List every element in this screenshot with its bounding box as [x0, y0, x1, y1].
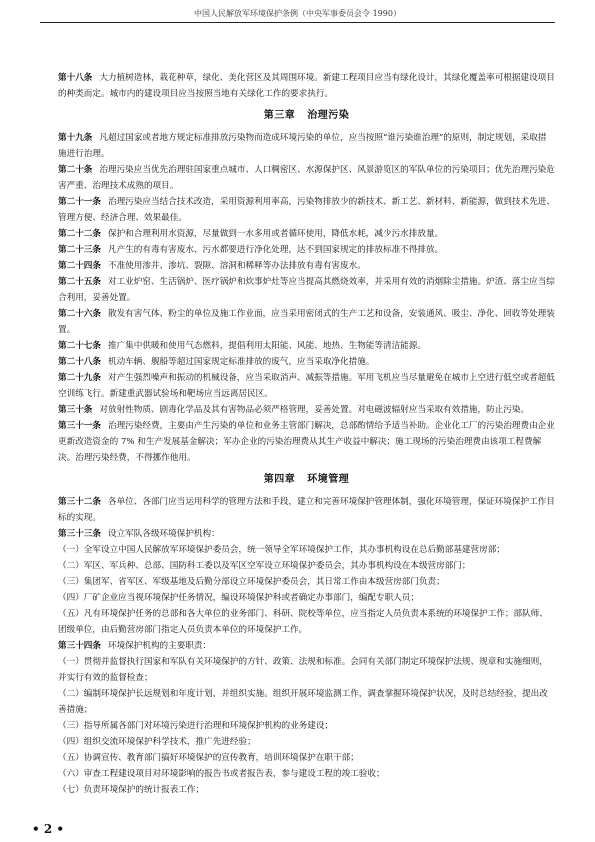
article-text: 保护和合理利用水资源，尽量做到一水多用或者循环使用，降低水耗，减少污水排放量。 — [107, 229, 444, 239]
article-number: 第十八条 — [58, 73, 93, 83]
chapter-title: 治理污染 — [307, 110, 350, 121]
document-body — [58, 70, 555, 798]
article-text: 对放射性物质、剧毒化学品及其有害物品必须严格管理，妥善处置。对电磁波辐射应当采取有效措施，防止污染。 — [99, 405, 530, 415]
article-paragraph — [58, 354, 555, 370]
article-number: 第二十三条 — [58, 245, 101, 255]
article-number: 第三十条 — [58, 405, 93, 415]
article-paragraph — [58, 194, 555, 226]
list-item: （四）组织交流环境保护科学技术，推广先进经验； — [58, 737, 256, 747]
article-number: 第二十条 — [58, 165, 93, 175]
article-text: 对工业炉窑、生活锅炉、医疗锅炉和炊事炉灶等应当提高其燃烧效率，并采用有效的消烟除尘措施。炉渣、落尘应当综合利用，妥善处置。 — [58, 277, 555, 303]
article-number: 第三十二条 — [58, 497, 101, 507]
article-text: 不准使用渗井、渗坑、裂隙、溶洞和稀释等办法排放有毒有害废水。 — [107, 261, 366, 271]
list-item: （六）审查工程建设项目对环境影响的报告书或者报告表，参与建设工程的竣工验收； — [58, 769, 385, 779]
article-number: 第十九条 — [58, 133, 93, 143]
article-text: 对产生强烈噪声和振动的机械设备，应当采取消声、减振等措施。军用飞机应当尽量避免在城市上空进行低空或者超低空训练飞行。新建重武器试验场和靶场应当远离居民区。 — [58, 373, 555, 399]
list-item: （三）指导所属各部门对环境污染进行治理和环境保护机构的业务建设； — [58, 721, 334, 731]
article-paragraph — [58, 638, 555, 654]
article-text: 推广集中供暖和使用气态燃料，提倡利用太阳能、风能、地热、生物能等清洁能源。 — [107, 341, 426, 351]
article-paragraph — [58, 258, 555, 274]
article-text: 凡超过国家或者地方规定标准排放污染物而造成环境污染的单位，应当按照“谁污染谁治理”的原则，制定规划，采取措施进行治理。 — [58, 133, 547, 159]
article-text: 治理污染应当结合技术改造，采用资源利用率高，污染物排放少的新技术、新工艺、新材料、新能源，做到技术先进、管理方便、经济合理、效果最佳。 — [58, 197, 555, 223]
header-title: 中国人民解放军环境保护条例（中央军事委员会令 1990） — [194, 9, 401, 18]
chapter-heading — [58, 472, 555, 488]
list-item: （四）厂矿企业应当视环境保护任务情况，编设环境保护科或者确定办事部门，编配专职人员； — [58, 593, 419, 603]
article-number: 第二十八条 — [58, 357, 101, 367]
article-number: 第二十五条 — [58, 277, 101, 287]
list-item: （二）编制环境保护长远规划和年度计划，并组织实施。组织开展环境监测工作，调查掌握环境保护状况，及时总结经验，提出改善措施； — [58, 689, 548, 715]
article-paragraph — [58, 494, 555, 526]
list-item: （二）军区、军兵种、总部、国防科工委以及军区空军设立环境保护委员会，其办事机构设在本级营房部门； — [58, 561, 471, 571]
article-paragraph — [58, 162, 555, 194]
list-item: （五）协调宣传、教育部门搞好环境保护的宣传教育，培训环境保护在职干部； — [58, 753, 359, 763]
article-paragraph — [58, 226, 555, 242]
article-text: 机动车辆、舰船等超过国家规定标准排放的废气，应当采取净化措施。 — [107, 357, 375, 367]
list-item: （一）全军设立中国人民解放军环境保护委员会，统一领导全军环境保护工作，其办事机构设在总后勤部基建营房部； — [58, 545, 505, 555]
article-paragraph — [58, 274, 555, 306]
article-number: 第三十三条 — [58, 529, 101, 539]
list-item: （三）集团军、省军区、军级基地及后勤分部设立环境保护委员会，其日常工作由本级营房部门负责； — [58, 577, 445, 587]
article-paragraph — [58, 402, 555, 418]
article-text: 散发有害气体、粉尘的单位及施工作业面，应当采用密闭式的生产工艺和设备，安装通风、吸尘、净化、回收等处理装置。 — [58, 309, 555, 335]
article-paragraph — [58, 70, 555, 102]
article-text: 大力植树造林，栽花种草，绿化、美化营区及其周围环境。新建工程项目应当有绿化设计，其绿化覆盖率可根据建设项目的种类而定。城市内的建设项目应当按照当地有关绿化工作的要求执行。 — [58, 73, 555, 99]
article-text: 治理污染应当优先治理驻国家重点城市、人口稠密区、水源保护区、风景游览区的军队单位的污染项目；优先治理污染危害严重、治理技术成熟的项目。 — [58, 165, 555, 191]
article-number: 第二十六条 — [58, 309, 101, 319]
page-header — [40, 8, 555, 23]
article-number: 第三十四条 — [58, 641, 101, 651]
article-paragraph — [58, 130, 555, 162]
chapter-number: 第三章 — [263, 110, 296, 121]
article-text: 凡产生的有毒有害废水、污水都要进行净化处理，达不到国家规定的排放标准不得排放。 — [107, 245, 444, 255]
chapter-title: 环境管理 — [307, 474, 350, 485]
article-paragraph — [58, 370, 555, 402]
article-number: 第二十二条 — [58, 229, 101, 239]
article-paragraph — [58, 306, 555, 338]
article-paragraph — [58, 338, 555, 354]
article-number: 第二十七条 — [58, 341, 101, 351]
page-number: • 2 • — [32, 822, 65, 836]
chapter-number: 第四章 — [263, 474, 296, 485]
article-text: 设立军队各级环境保护机构： — [107, 529, 220, 539]
article-paragraph — [58, 526, 555, 542]
article-paragraph — [58, 418, 555, 466]
list-item: （七）负责环境保护的统计报表工作； — [58, 785, 205, 795]
article-number: 第二十九条 — [58, 373, 101, 383]
article-text: 各单位、各部门应当运用科学的管理方法和手段，建立和完善环境保护管理体制，强化环境管理，保证环境保护工作目标的实现。 — [58, 497, 555, 523]
list-item: （一）贯彻并监督执行国家和军队有关环境保护的方针、政策、法规和标准。会同有关部门制定环境保护法规、规章和实施细则，并实行有效的监督检查； — [58, 657, 548, 683]
article-number: 第二十一条 — [58, 197, 101, 207]
article-paragraph — [58, 242, 555, 258]
article-text: 治理污染经费，主要由产生污染的单位和业务主管部门解决，总部酌情给予适当补助。企业化工厂的污染治理费由企业更新改造资金的 7% 和生产发展基金解决；军办企业的污染治理费从其生产收益中解决；施工现场的污染治理费由该项工程费解决。治理污染经费，不得挪作他用。 — [58, 421, 555, 463]
article-number: 第三十一条 — [58, 421, 101, 431]
article-text: 环境保护机构的主要职责： — [107, 641, 212, 651]
article-number: 第二十四条 — [58, 261, 101, 271]
list-item: （五）凡有环境保护任务的总部和各大单位的业务部门、科研、院校等单位，应当指定人员负责本系统的环境保护工作；部队师、团级单位，由后勤营房部门指定人员负责本单位的环境保护工作。 — [58, 609, 548, 635]
chapter-heading — [58, 108, 555, 124]
